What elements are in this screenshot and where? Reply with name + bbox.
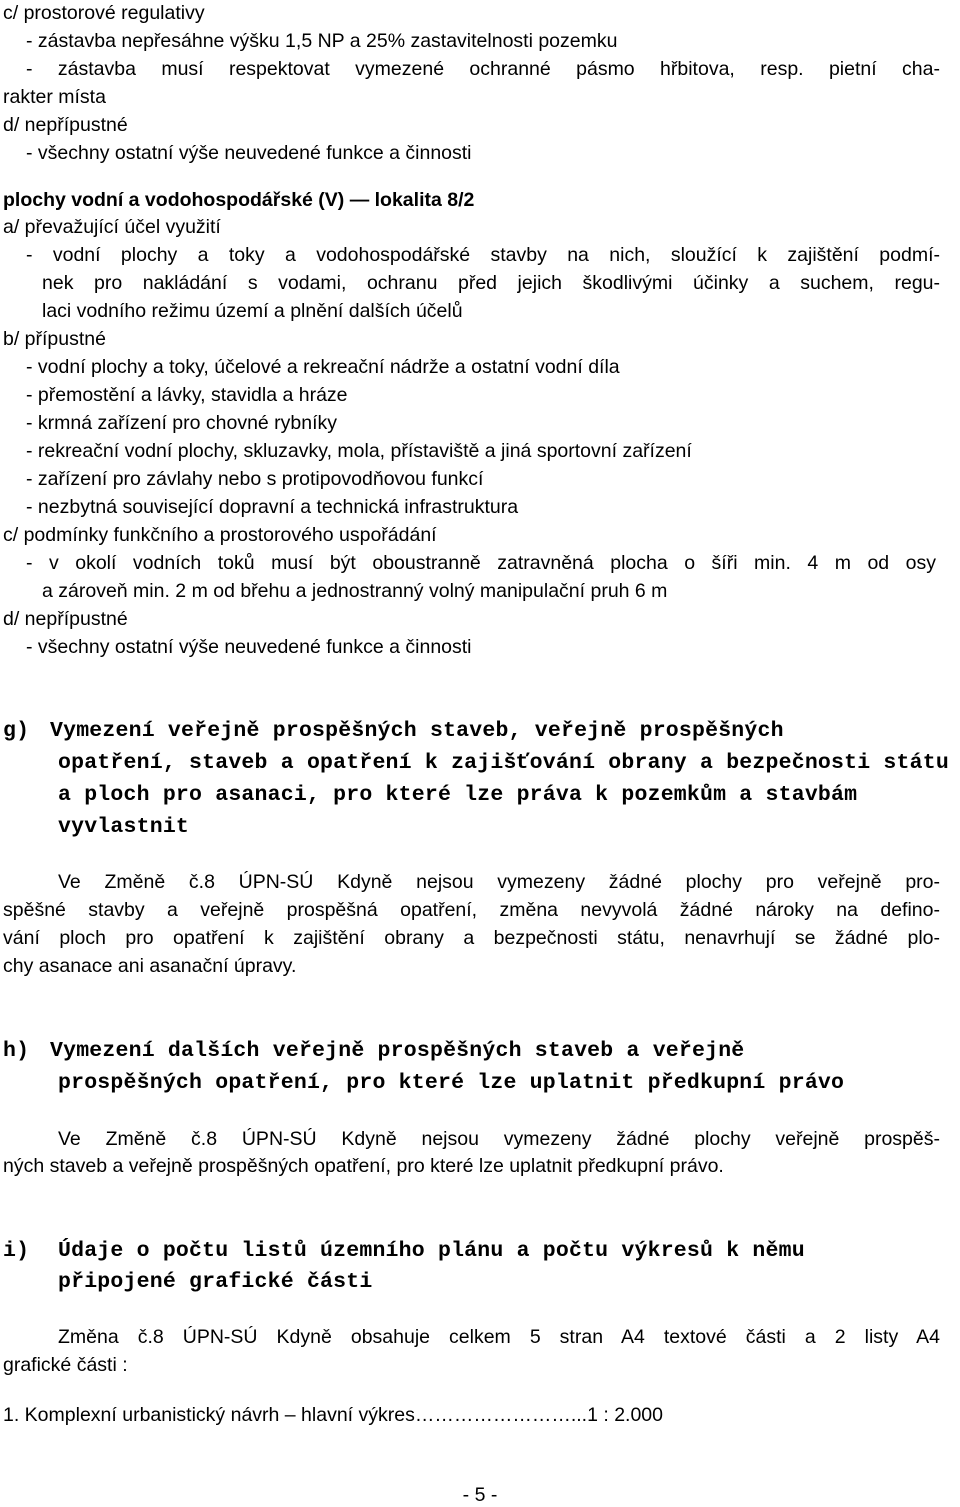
section-h-title-line: Vymezení dalších veřejně prospěšných staveb a veřejně [50, 1039, 745, 1063]
prevazujici-ucel-line: - vodní plochy a toky a vodohospodářské stavby na nich, sloužící k zajištění podmí- [26, 244, 940, 266]
section-g-title-line: Vymezení veřejně prospěšných staveb, veřejně prospěšných [50, 719, 784, 743]
pripustne-item: - vodní plochy a toky, účelové a rekreační nádrže a ostatní vodní díla [26, 356, 620, 378]
section-h-body-line: Ve Změně č.8 ÚPN-SÚ Kdyně nejsou vymezeny žádné plochy veřejně prospěš- [58, 1128, 940, 1150]
pripustne-item: - rekreační vodní plochy, skluzavky, mola, přístaviště a jiná sportovní zařízení [26, 440, 692, 462]
section-g-title-line: a ploch pro asanaci, pro které lze práva k pozemkům a stavbám [58, 783, 858, 807]
pripustne-item: - krmná zařízení pro chovné rybníky [26, 412, 338, 434]
section-g-title-line: opatření, staveb a opatření k zajišťování obrany a bezpečnosti státu [58, 751, 949, 775]
section-g-body-line: chy asanace ani asanační úpravy. [3, 955, 297, 977]
regulativ-item: - zástavba musí respektovat vymezené ochranné pásmo hřbitova, resp. pietní cha- [26, 58, 940, 80]
heading-a-prevazujici-ucel: a/ převažující účel využití [3, 216, 221, 238]
section-g-title-line: vyvlastnit [58, 815, 190, 839]
heading-c-prostorove-regulativy: c/ prostorové regulativy [3, 2, 205, 24]
podminky-line: - v okolí vodních toků musí být oboustranně zatravněná plocha o šíři min. 4 m od osy [26, 552, 936, 574]
prevazujici-ucel-line: laci vodního režimu území a plnění dalších účelů [42, 300, 463, 322]
section-g-body-line: vání ploch pro opatření k zajištění obrany a bezpečnosti státu, nenavrhují se žádné plo- [3, 927, 940, 949]
section-g-body-line: spěšné stavby a veřejně prospěšná opatření, změna nevyvolá žádné nároky na defino- [3, 899, 940, 921]
regulativ-item: - zástavba nepřesáhne výšku 1,5 NP a 25% zastavitelnosti pozemku [26, 30, 618, 52]
nepripustne-item: - všechny ostatní výše neuvedené funkce a činnosti [26, 636, 472, 658]
section-i-letter: i) [3, 1239, 30, 1263]
section-g-letter: g) [3, 719, 30, 743]
heading-b-pripustne: b/ přípustné [3, 328, 106, 350]
section-i-title-line: Údaje o počtu listů územního plánu a počtu výkresů k němu [58, 1239, 805, 1263]
section-i-body-line: Změna č.8 ÚPN-SÚ Kdyně obsahuje celkem 5 stran A4 textové části a 2 listy A4 [58, 1326, 940, 1348]
section-i-title-line: připojené grafické části [58, 1270, 373, 1294]
regulativ-item-continuation: rakter místa [3, 86, 106, 108]
podminky-line: a zároveň min. 2 m od břehu a jednostranný volný manipulační pruh 6 m [42, 580, 668, 602]
section-i-body-line: grafické části : [3, 1354, 128, 1376]
pripustne-item: - zařízení pro závlahy nebo s protipovodňovou funkcí [26, 468, 484, 490]
section-g-body-line: Ve Změně č.8 ÚPN-SÚ Kdyně nejsou vymezeny žádné plochy pro veřejně pro- [58, 871, 940, 893]
nepripustne-item: - všechny ostatní výše neuvedené funkce a činnosti [26, 142, 472, 164]
section-h-letter: h) [3, 1039, 30, 1063]
heading-c-podminky: c/ podmínky funkčního a prostorového uspořádání [3, 524, 437, 546]
pripustne-item: - přemostění a lávky, stavidla a hráze [26, 384, 348, 406]
section-v-title: plochy vodní a vodohospodářské (V) — lokalita 8/2 [3, 189, 475, 211]
section-h-body-line: ných staveb a veřejně prospěšných opatření, pro které lze uplatnit předkupní právo. [3, 1155, 724, 1177]
pripustne-item: - nezbytná související dopravní a technická infrastruktura [26, 496, 519, 518]
graphic-part-list-item: 1. Komplexní urbanistický návrh – hlavní výkres……………………...1 : 2.000 [3, 1404, 664, 1426]
heading-d-nepripustne: d/ nepřípustné [3, 114, 128, 136]
prevazujici-ucel-line: nek pro nakládání s vodami, ochranu před jejich škodlivými účinky a suchem, regu- [42, 272, 940, 294]
section-h-title-line: prospěšných opatření, pro které lze uplatnit předkupní právo [58, 1071, 845, 1095]
heading-d-nepripustne: d/ nepřípustné [3, 608, 128, 630]
page-number: - 5 - [462, 1484, 498, 1506]
